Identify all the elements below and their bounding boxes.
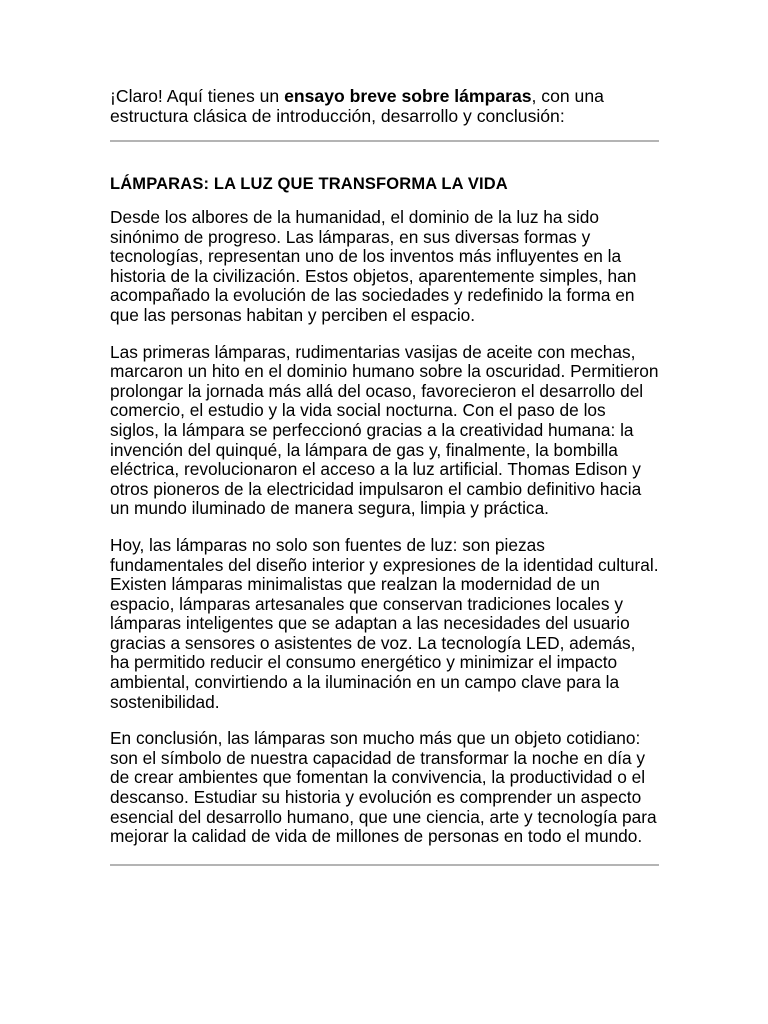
essay-paragraph: Las primeras lámparas, rudimentarias vasijas de aceite con mechas, marcaron un hito en el dominio humano sobre la oscuridad. Permitieron prolongar la jornada más allá del ocaso, favorecieron el desarrollo del comercio, el estudio y la vida social nocturna. Con el paso de los siglos, la lámpara se perfeccionó gracias a la creatividad humana: la invención del quinqué, la lámpara de gas y, finalmente, la bombilla eléctrica, revolucionaron el acceso a la luz artificial. Thomas Edison y otros pioneros de la electricidad impulsaron el cambio definitivo hacia un mundo iluminado de manera segura, limpia y práctica. [110, 341, 659, 519]
intro-suffix: , con una estructura clásica de introducción, desarrollo y conclusión: [110, 86, 604, 126]
document-page [110, 86, 659, 866]
intro-prefix: ¡Claro! Aquí tienes un [110, 86, 285, 106]
essay-title: LÁMPARAS: LA LUZ QUE TRANSFORMA LA VIDA [110, 175, 508, 193]
intro-text [110, 86, 659, 126]
bottom-divider [110, 864, 659, 866]
intro-bold: ensayo breve sobre lámparas [284, 86, 532, 106]
top-divider [110, 140, 659, 142]
essay-paragraph: Hoy, las lámparas no solo son fuentes de luz: son piezas fundamentales del diseño interior y expresiones de la identidad cultural. Existen lámparas minimalistas que realzan la modernidad de un espacio, lámparas artesanales que conservan tradiciones locales y lámparas inteligentes que se adaptan a las necesidades del usuario gracias a sensores o asistentes de voz. La tecnología LED, además, ha permitido reducir el consumo energético y minimizar el impacto ambiental, convirtiendo a la iluminación en un campo clave para la sostenibilidad. [110, 534, 659, 712]
essay-paragraph: Desde los albores de la humanidad, el dominio de la luz ha sido sinónimo de progreso. Las lámparas, en sus diversas formas y tecnologías, representan uno de los inventos más influyentes en la historia de la civilización. Estos objetos, aparentemente simples, han acompañado la evolución de las sociedades y redefinido la forma en que las personas habitan y perciben el espacio. [110, 207, 637, 325]
essay-paragraph: En conclusión, las lámparas son mucho más que un objeto cotidiano: son el símbolo de nuestra capacidad de transformar la noche en día y de crear ambientes que fomentan la convivencia, la productividad o el descanso. Estudiar su historia y evolución es comprender un aspecto esencial del desarrollo humano, que une ciencia, arte y tecnología para mejorar la calidad de vida de millones de personas en todo el mundo. [110, 728, 657, 847]
